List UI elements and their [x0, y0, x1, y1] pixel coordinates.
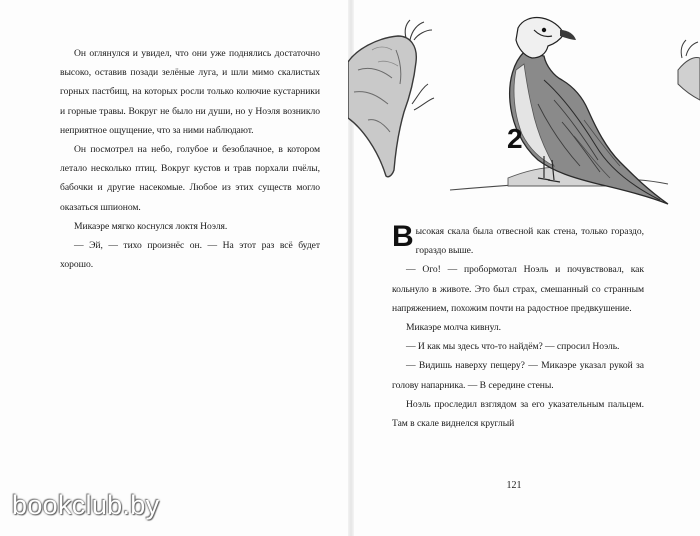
watermark: bookclub.by [12, 490, 160, 520]
paragraph: Он посмотрел на небо, голубое и безоблачное, в котором летало несколько птиц. Вокруг кустов и трав порхали пчёлы, бабочки и другие насекомые. Любое из этих существ могло оказаться шпионом. [60, 144, 320, 213]
paragraph: Микаэре молча кивнул. [406, 322, 501, 334]
opening-text: ысокая скала была отвесной как стена, только гораздо, гораздо выше. [415, 226, 644, 257]
page-number: 121 [506, 480, 522, 491]
paragraph: Ноэль проследил взглядом за его указательным пальцем. Там в скале виднелся круглый [392, 398, 644, 430]
vulture-head [516, 17, 564, 58]
chapter-number: 2 [507, 123, 523, 154]
paragraph: — Эй, — тихо произнёс он. — На этот раз всё будет хорошо. [60, 240, 320, 271]
drop-cap: В [392, 220, 414, 253]
vulture-illustration [348, 0, 700, 205]
paragraph: Микаэре мягко коснулся локтя Ноэля. [74, 220, 228, 232]
paragraph: — Ого! — пробормотал Ноэль и почувствовал, как кольнуло в животе. Это был страх, смешанный со странным напряжением, похожим почти на радостное предвкушение. [392, 264, 644, 314]
left-page [60, 44, 320, 274]
opening-paragraph [392, 222, 644, 260]
rock-left [348, 36, 416, 177]
paragraph: — Видишь наверху пещеру? — Микаэре указал рукой за голову напарника. — В середине стены. [392, 360, 644, 391]
paragraph: Он оглянулся и увидел, что они уже поднялись достаточно высоко, оставив позади зелёные луга, и шли мимо скалистых горных пастбищ, на которых росли только колючие кустарники и горные травы. Вокруг не было ни души, но у Ноэля возникло неприятное ощущение, что за ними наблюдают. [60, 48, 320, 136]
paragraph: — И как мы здесь что-то найдём? — спросил Ноэль. [406, 341, 620, 353]
right-page [392, 222, 644, 433]
